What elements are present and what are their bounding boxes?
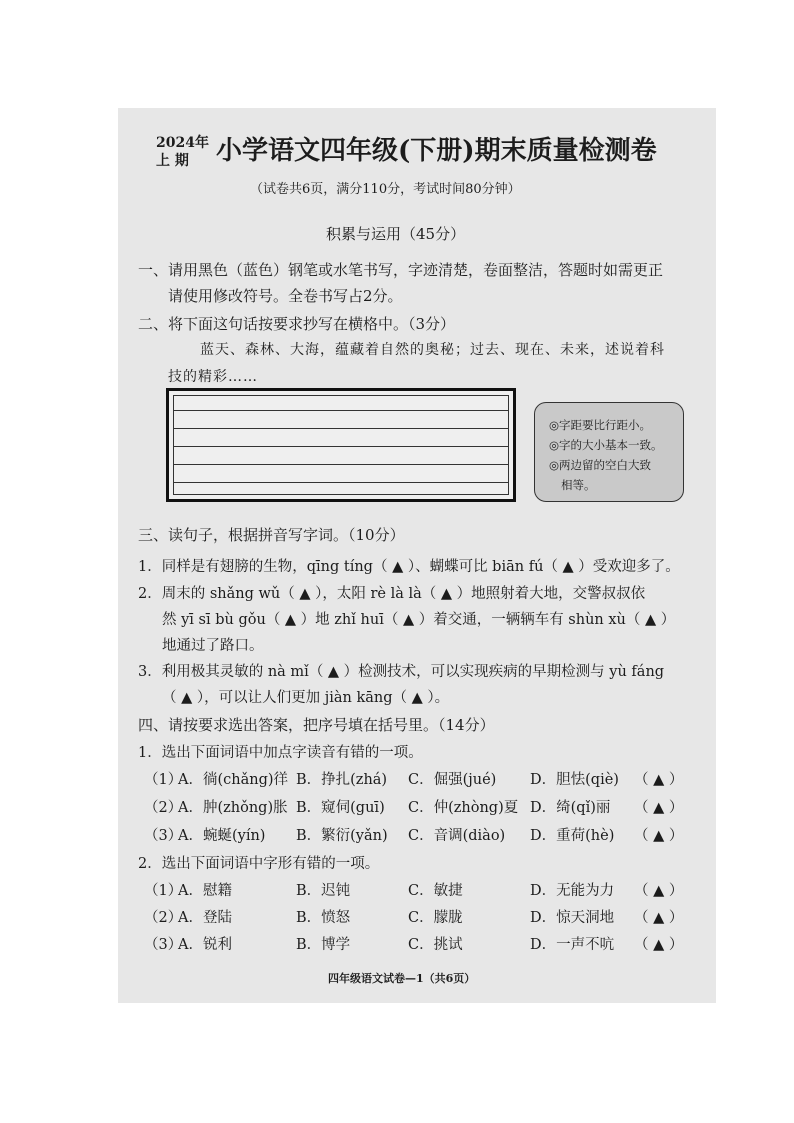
writing-rule (174, 428, 508, 429)
option-a: A．登陆 (178, 910, 232, 926)
q3-line: （ ▲ ），可以让人们更加 jiàn kāng（ ▲ ）。 (162, 690, 450, 706)
q3-line: 地通过了路口。 (162, 638, 264, 654)
q4-heading: 四、请按要求选出答案，把序号填在括号里。（14分） (138, 716, 495, 734)
page-footer: 四年级语文试卷—1（共6页） (328, 972, 476, 985)
option-c: C．倔强(jué) (408, 772, 497, 788)
exam-term: 上 期 (156, 153, 189, 169)
writing-rule (174, 446, 508, 447)
exam-note: （试卷共6页，满分110分，考试时间80分钟） (250, 182, 521, 197)
q1-line2: 请使用修改符号。全卷书写占2分。 (168, 287, 403, 305)
option-c: C．仲(zhòng)夏 (408, 800, 519, 816)
hint-line: 相等。 (561, 478, 596, 492)
q4-sub2-title: 2．选出下面词语中字形有错的一项。 (138, 856, 380, 872)
answer-blank[interactable]: （ ▲ ） (634, 800, 684, 816)
option-d: D．绮(qǐ)丽 (530, 800, 611, 816)
option-d: D．无能为力 (530, 883, 615, 899)
q1-line1: 一、请用黑色（蓝色）钢笔或水笔书写，字迹清楚，卷面整洁，答题时如需更正 (138, 261, 664, 279)
option-b: B．愤怒 (296, 910, 351, 926)
part-title: 积累与运用（45分） (326, 225, 466, 243)
option-b: B．繁衍(yǎn) (296, 828, 388, 844)
option-b: B．博学 (296, 937, 351, 953)
writing-grid-inner (173, 395, 509, 495)
answer-blank[interactable]: （ ▲ ） (634, 828, 684, 844)
hint-line: ◎两边留的空白大致 (549, 458, 652, 472)
option-c: C．挑试 (408, 937, 463, 953)
option-number: （2） (144, 910, 183, 926)
option-d: D．一声不吭 (530, 937, 615, 953)
q3-heading: 三、读句子，根据拼音写字词。（10分） (138, 526, 405, 544)
answer-blank[interactable]: （ ▲ ） (634, 772, 684, 788)
option-number: （3） (144, 828, 183, 844)
option-d: D．惊天洞地 (530, 910, 615, 926)
option-c: C．敏捷 (408, 883, 463, 899)
option-d: D．重荷(hè) (530, 828, 615, 844)
option-number: （1） (144, 883, 183, 899)
exam-title: 小学语文四年级(下册)期末质量检测卷 (216, 136, 657, 166)
answer-blank[interactable]: （ ▲ ） (634, 937, 684, 953)
option-a: A．蜿蜒(yín) (178, 828, 266, 844)
option-a: A．徜(chǎng)徉 (178, 772, 289, 788)
q2-passage-line1: 蓝天、森林、大海，蕴藏着自然的奥秘；过去、现在、未来，述说着科 (200, 342, 665, 358)
writing-grid[interactable] (166, 388, 516, 502)
q3-line: 3．利用极其灵敏的 nà mǐ（ ▲ ）检测技术，可以实现疾病的早期检测与 yù fáng (138, 664, 665, 680)
writing-rule (174, 482, 508, 483)
option-b: B．迟钝 (296, 883, 351, 899)
option-number: （1） (144, 772, 183, 788)
exam-year: 2024年 (156, 135, 209, 151)
q3-line: 1．同样是有翅膀的生物，qīng tíng（ ▲ ）、蝴蝶可比 biān fú（ ▲ ）受欢迎多了。 (138, 559, 680, 575)
writing-rule (174, 464, 508, 465)
q3-line: 2．周末的 shǎng wǔ（ ▲ ），太阳 rè là là（ ▲ ）地照射着大地，交警叔叔依 (138, 586, 646, 602)
option-c: C．朦胧 (408, 910, 463, 926)
option-a: A．锐利 (178, 937, 232, 953)
option-a: A．慰籍 (178, 883, 232, 899)
q3-line: 然 yī sī bù gǒu（ ▲ ）地 zhǐ huī（ ▲ ）着交通，一辆辆车有 shùn xù（ ▲ ） (162, 612, 676, 628)
option-number: （2） (144, 800, 183, 816)
hint-line: ◎字距要比行距小。 (549, 418, 652, 432)
answer-blank[interactable]: （ ▲ ） (634, 883, 684, 899)
writing-rule (174, 410, 508, 411)
writing-hint-box (534, 402, 684, 502)
option-b: B．窥伺(guī) (296, 800, 385, 816)
answer-blank[interactable]: （ ▲ ） (634, 910, 684, 926)
q2-passage-line2: 技的精彩…… (168, 369, 258, 385)
option-d: D．胆怯(qiè) (530, 772, 619, 788)
option-b: B．挣扎(zhá) (296, 772, 388, 788)
option-c: C．音调(diào) (408, 828, 506, 844)
option-a: A．肿(zhǒng)胀 (178, 800, 288, 816)
hint-line: ◎字的大小基本一致。 (549, 438, 663, 452)
option-number: （3） (144, 937, 183, 953)
q4-sub1-title: 1．选出下面词语中加点字读音有错的一项。 (138, 745, 423, 761)
q2-heading: 二、将下面这句话按要求抄写在横格中。（3分） (138, 315, 456, 333)
